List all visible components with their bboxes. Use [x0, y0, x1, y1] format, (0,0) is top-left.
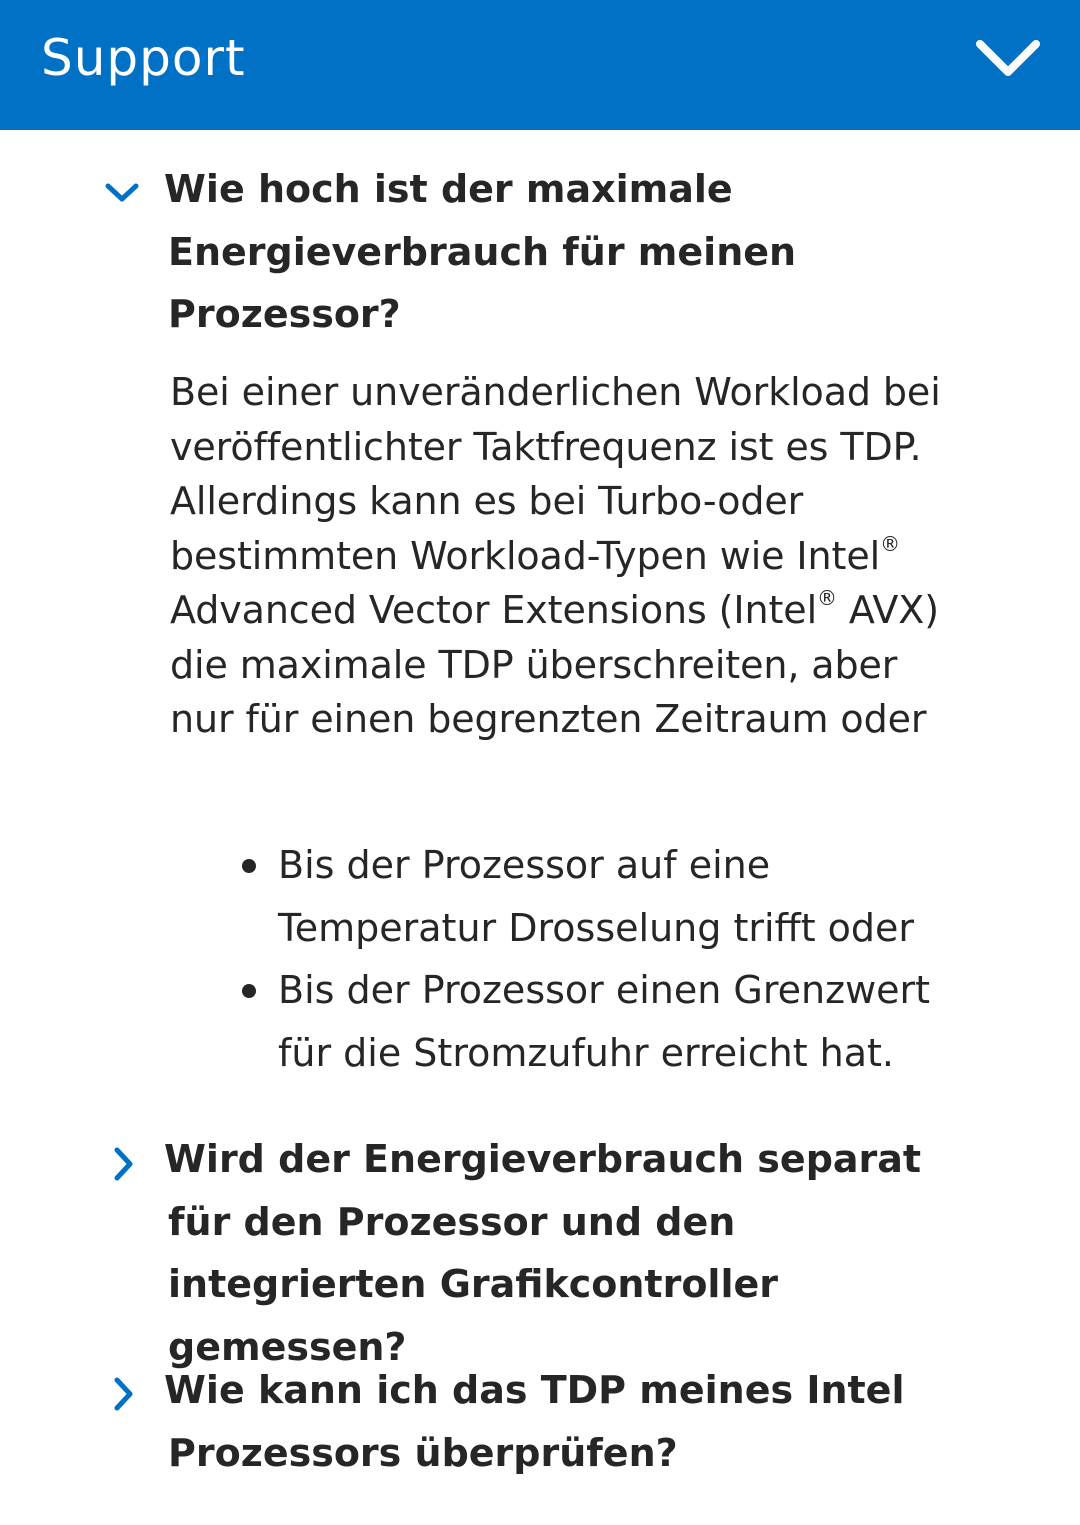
list-item-text: Bis der Prozessor auf eine Temperatur Drosselung trifft oder: [278, 843, 915, 950]
faq-toggle-button[interactable]: [100, 1368, 150, 1418]
faq-toggle-button[interactable]: [100, 168, 150, 218]
chevron-right-icon: [100, 1138, 150, 1188]
answer-text: AVX) die maximale TDP überschreiten, aber nur für einen begrenzten Zeitraum oder: [170, 588, 939, 741]
chevron-down-icon: [960, 20, 1060, 100]
chevron-down-icon: [100, 168, 150, 218]
answer-bullet-list: [278, 834, 978, 1084]
header-collapse-button[interactable]: [960, 20, 1060, 100]
support-header: [0, 0, 1080, 130]
registered-mark: ®: [880, 531, 900, 556]
list-item: [278, 959, 978, 1084]
answer-text: Advanced Vector Extensions (Intel: [170, 588, 818, 632]
list-item: [278, 834, 978, 959]
header-title: Support: [41, 29, 246, 87]
bullet-icon: [242, 984, 256, 998]
faq-answer: [170, 365, 970, 747]
answer-text: Bei einer unveränderlichen Workload bei veröffentlichter Taktfrequenz ist es TDP. Allerdings kann es bei Turbo-oder bestimmten Workload-Typen wie Intel: [170, 370, 941, 578]
chevron-right-icon: [100, 1368, 150, 1418]
faq-question[interactable]: Wie hoch ist der maximale Energieverbrauch für meinen Prozessor?: [164, 167, 797, 336]
faq-toggle-button[interactable]: [100, 1138, 150, 1188]
bullet-icon: [242, 859, 256, 873]
list-item-text: Bis der Prozessor einen Grenzwert für die Stromzufuhr erreicht hat.: [278, 968, 931, 1075]
faq-question[interactable]: Wie kann ich das TDP meines Intel Prozessors überprüfen?: [164, 1368, 905, 1475]
faq-question[interactable]: Wird der Energieverbrauch separat für den Prozessor und den integrierten Grafikcontroller gemessen?: [164, 1137, 922, 1369]
registered-mark: ®: [817, 586, 837, 610]
